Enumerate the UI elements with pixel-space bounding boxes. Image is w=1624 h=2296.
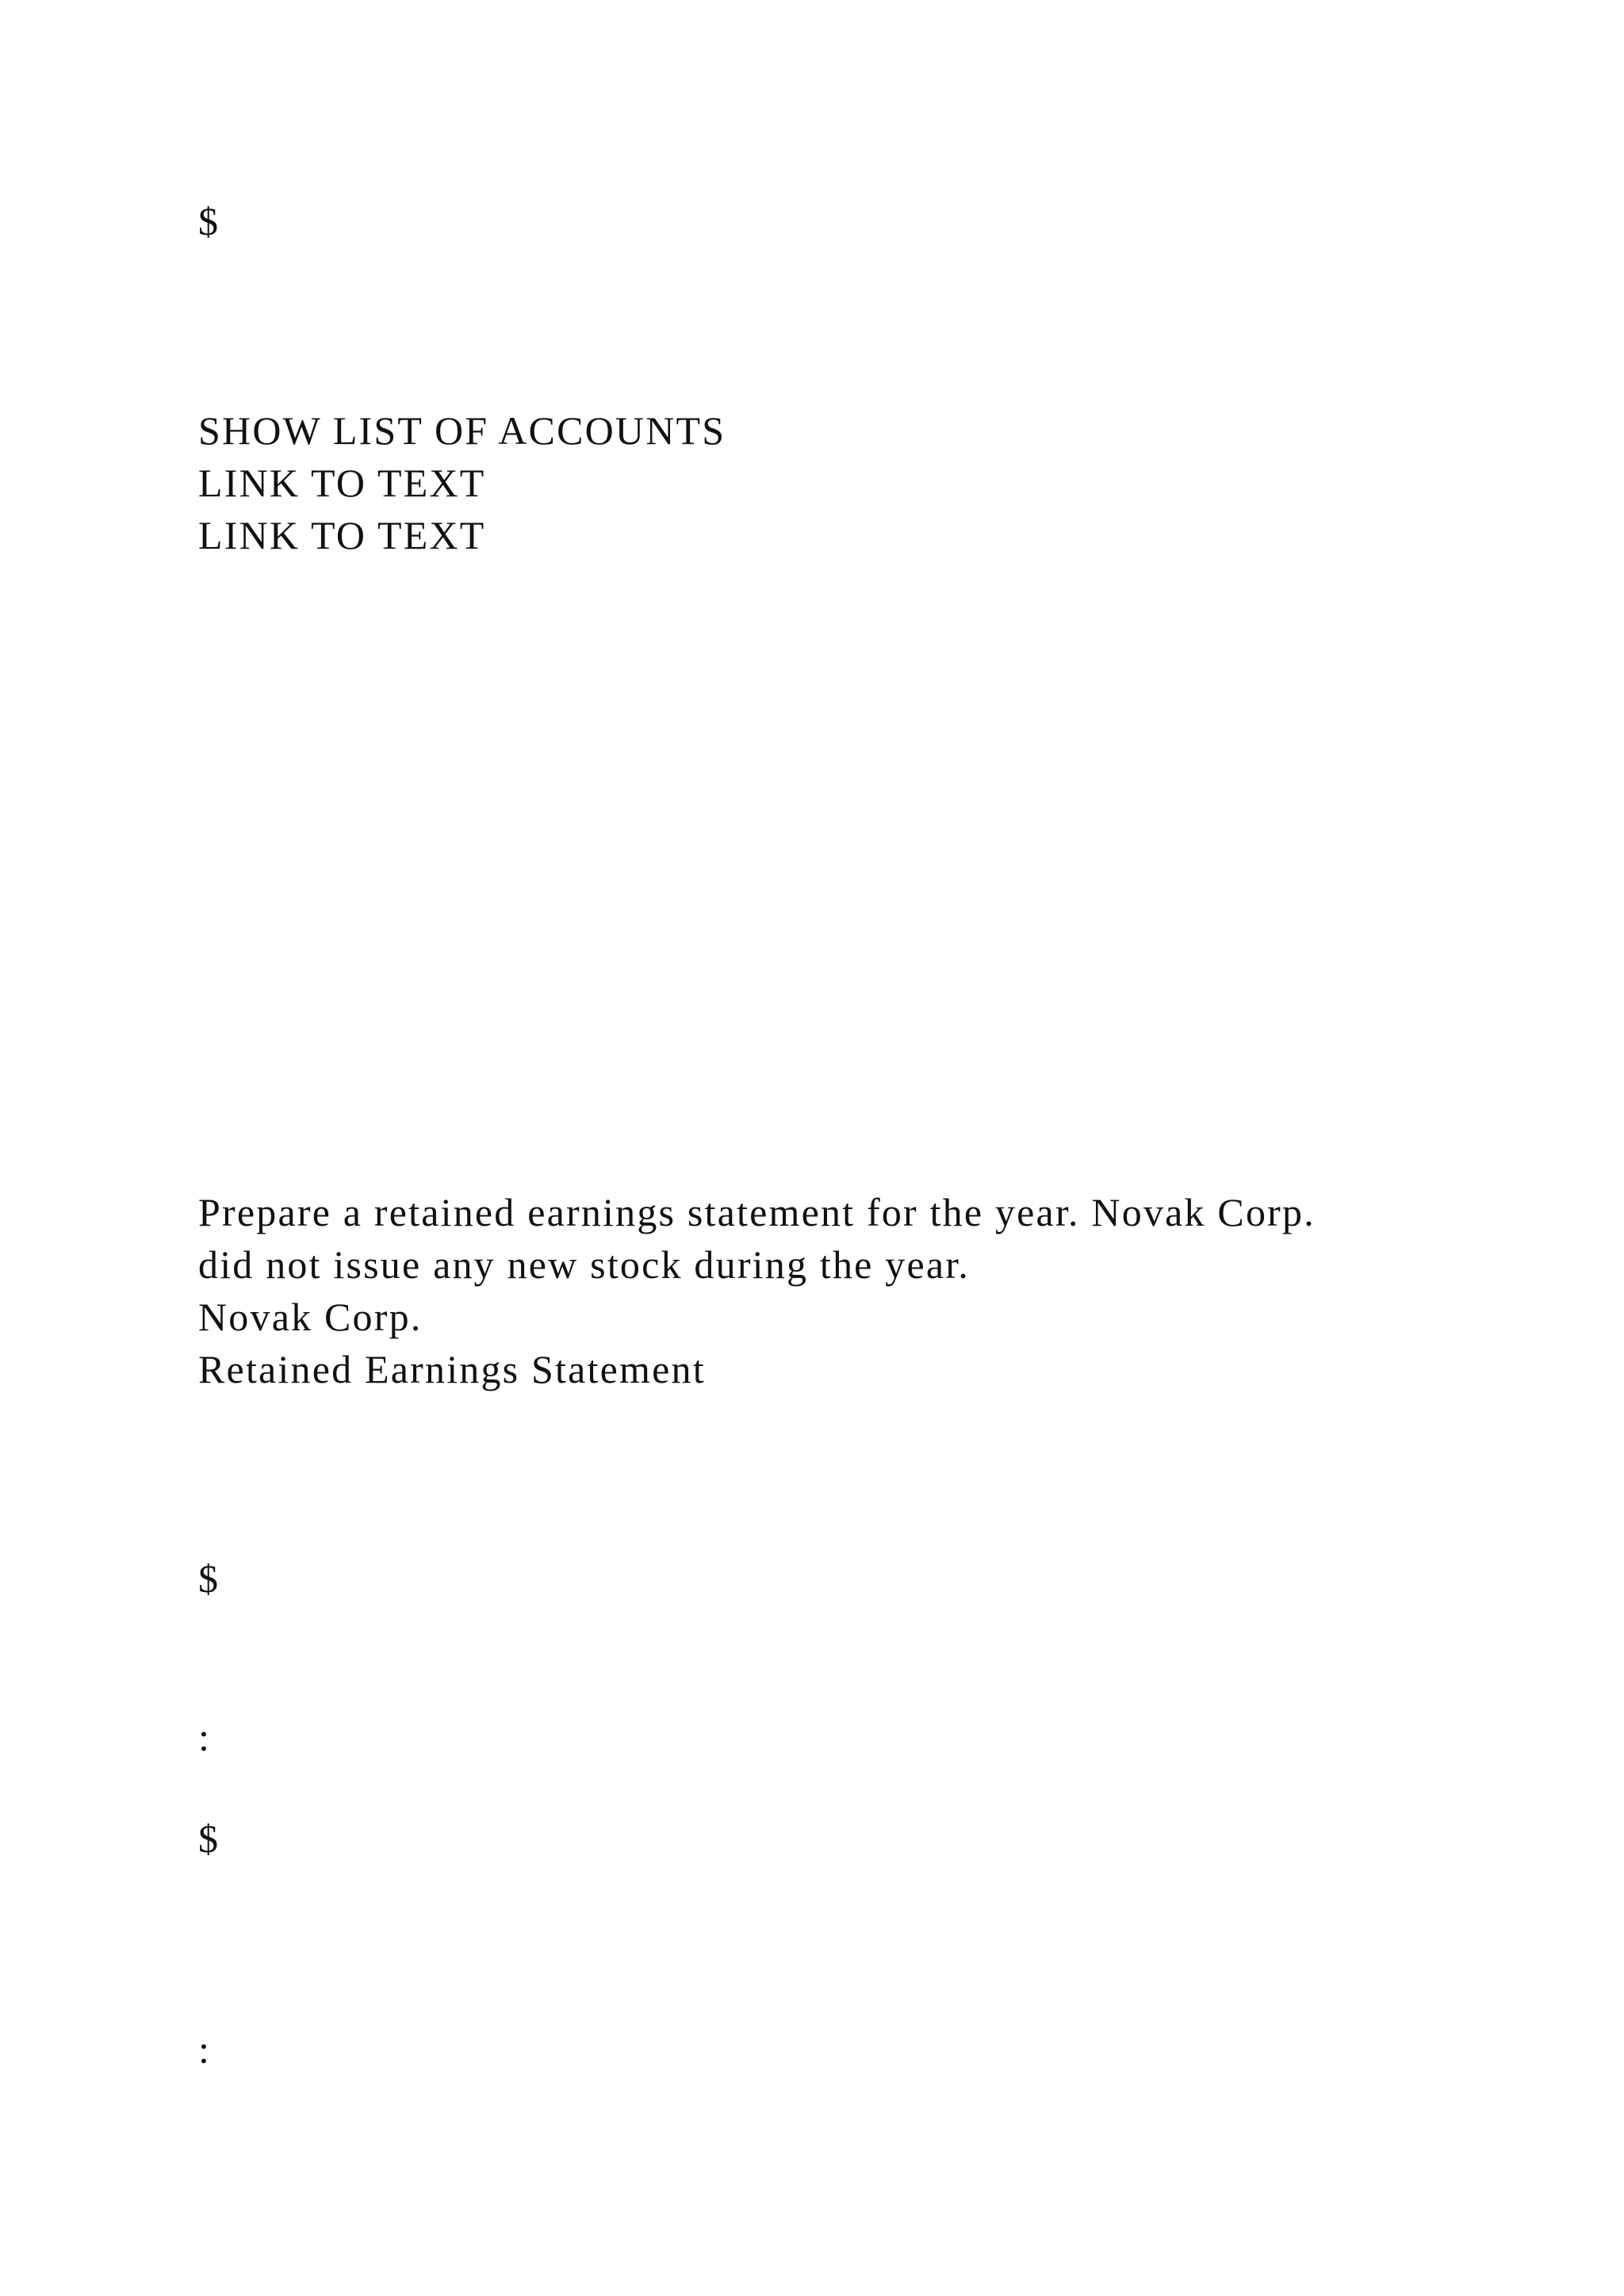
statement-title: Retained Earnings Statement: [198, 1347, 706, 1391]
colon-separator-2: :: [198, 2027, 212, 2072]
instruction-line-1: Prepare a retained earnings statement for the year. Novak Corp.: [198, 1190, 1316, 1234]
show-list-of-accounts-link[interactable]: SHOW LIST OF ACCOUNTS: [198, 408, 726, 453]
link-to-text-2[interactable]: LINK TO TEXT: [198, 513, 486, 557]
top-currency-symbol: $: [198, 199, 220, 243]
instruction-line-2: did not issue any new stock during the year.: [198, 1242, 971, 1287]
link-to-text-1[interactable]: LINK TO TEXT: [198, 461, 486, 505]
colon-separator-1: :: [198, 1715, 212, 1759]
currency-symbol-1: $: [198, 1556, 220, 1601]
currency-symbol-2: $: [198, 1816, 220, 1861]
company-name: Novak Corp.: [198, 1295, 423, 1339]
